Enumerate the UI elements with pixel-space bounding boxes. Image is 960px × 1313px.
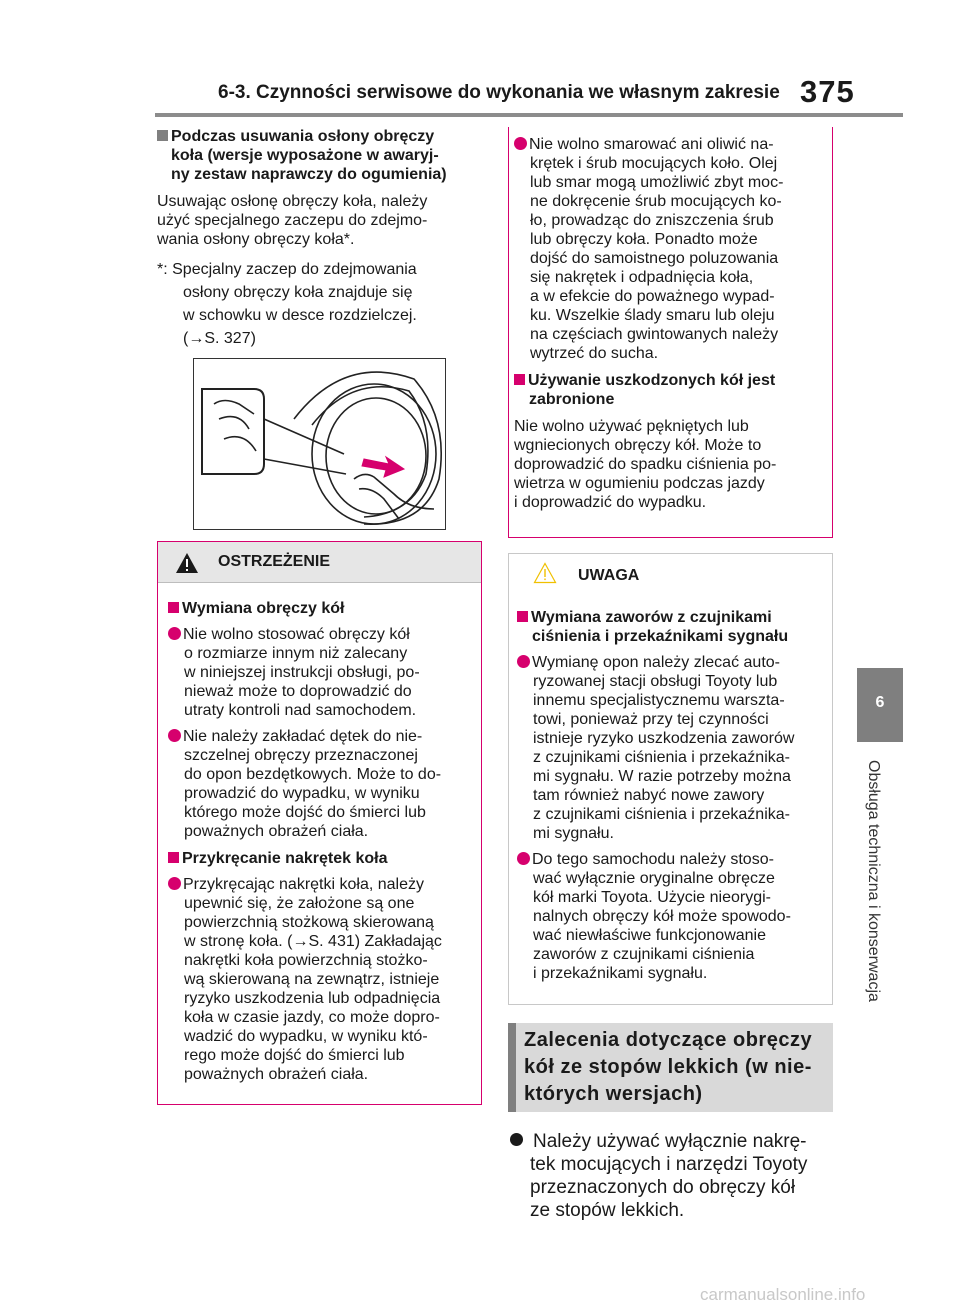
square-bullet-icon xyxy=(514,374,525,385)
warning-bullet: Nie wolno stosować obręczy kół o rozmiarze innym niż zalecany w niniejszej instrukcji obsługi, po- nieważ może to doprowadzić do utraty kontroli nad samochodem. xyxy=(168,625,471,720)
warning-heading: Wymiana obręczy kół xyxy=(168,599,471,618)
wheel-cover-removal-illustration xyxy=(193,358,446,530)
square-bullet-icon xyxy=(168,852,179,863)
warning-paragraph: Nie wolno używać pękniętych lub wgniecionych obręczy kół. Może to doprowadzić do spadku ciśnienia po- wietrza w ogumieniu podczas jazdy i doprowadzić do wypadku. xyxy=(514,418,777,511)
square-bullet-icon xyxy=(168,602,179,613)
square-bullet-icon xyxy=(157,130,168,141)
wheel-illustration-icon xyxy=(194,359,444,528)
warning-bullet: Nie wolno smarować ani oliwić na- krętek i śrub mocujących koło. Olej lub smar mogą umożliwić zbyt moc- ne dokręcenie śrub mocujących ko- ło, prowadząc do zniszczenia śrub lub obręczy koła. Ponadto może dojść do samoistnego poluzowania się nakrętek i odpadnięcia koła, a w efekcie do poważnego wypad- ku. Wszelkie ślady smaru lub oleju na częściach gwintowanych należy wytrzeć do sucha. xyxy=(514,135,822,363)
warning-body xyxy=(158,583,481,1084)
subsection-heading: Podczas usuwania osłony obręczy koła (wersje wyposażone w awaryj- ny zestaw naprawczy do ogumienia) xyxy=(157,127,482,184)
caution-body xyxy=(509,595,832,983)
chapter-tab[interactable] xyxy=(857,668,903,742)
warning-title: OSTRZEŻENIE xyxy=(218,553,331,570)
warning-heading: Używanie uszkodzonych kół jest zabronione xyxy=(514,371,822,409)
header-divider xyxy=(155,113,903,117)
watermark: carmanualsonline.info xyxy=(700,1285,866,1304)
bullet-dot-icon xyxy=(514,137,527,150)
warning-triangle-icon xyxy=(175,552,199,574)
square-bullet-icon xyxy=(517,611,528,622)
caution-box xyxy=(508,553,833,1005)
page-number: 375 xyxy=(800,74,855,109)
warning-box xyxy=(157,541,482,1105)
body-paragraph: Usuwając osłonę obręczy koła, należy użyć specjalnego zaczepu do zdejmo- wania osłony obręczy koła*. xyxy=(157,193,428,248)
bullet-dot-icon xyxy=(510,1133,523,1146)
caution-title: UWAGA xyxy=(578,567,640,584)
bullet-dot-icon xyxy=(517,655,530,668)
footnote: *: Specjalny zaczep do zdejmowania osłony obręczy koła znajduje się w schowku w desce rozdzielczej. (→S. 327) xyxy=(157,261,417,347)
caution-bullet: Wymianę opon należy zlecać auto- ryzowanej stacji obsługi Toyoty lub innemu specjalistycznemu warszta- towi, ponieważ przy tej czynności istnieje ryzyko uszkodzenia zaworów z czujnikami ciśnienia i przekaźnika- mi sygnału. W razie potrzeby można tam również nabyć nowe zawory z czujnikami ciśnienia i przekaźnika- mi sygnału. xyxy=(517,653,822,843)
caution-header xyxy=(509,554,832,595)
section-title: Zalecenia dotyczące obręczy kół ze stopów lekkich (w nie- których wersjach) xyxy=(524,1029,813,1105)
bullet-dot-icon xyxy=(168,729,181,742)
final-bullet-paragraph: Należy używać wyłącznie nakrę- tek mocujących i narzędzi Toyoty przeznaczonych do obręczy kół ze stopów lekkich. xyxy=(508,1130,833,1222)
page-header xyxy=(0,0,960,120)
warning-bullet: Nie należy zakładać dętek do nie- szczelnej obręczy przeznaczonej do opon bezdętkowych. Może to do- prowadzić do wypadku, w wyniku którego może dojść do śmierci lub poważnych obrażeń ciała. xyxy=(168,727,471,841)
caution-heading: Wymiana zaworów z czujnikami ciśnienia i przekaźnikami sygnału xyxy=(517,608,822,646)
page-reference-link[interactable]: (→S. 327) xyxy=(183,330,256,347)
chapter-number: 6 xyxy=(875,694,885,711)
bullet-dot-icon xyxy=(168,877,181,890)
section-heading-box xyxy=(508,1023,833,1112)
left-column xyxy=(157,127,482,350)
header-title: 6-3. Czynności serwisowe do wykonania we własnym zakresie xyxy=(218,82,780,103)
warning-heading: Przykręcanie nakrętek koła xyxy=(168,849,471,868)
bullet-dot-icon xyxy=(517,852,530,865)
chapter-label xyxy=(865,760,890,1040)
warning-header xyxy=(158,542,481,583)
warning-bullet: Przykręcając nakrętki koła, należy upewnić się, że założone są one powierzchnią stożkową skierowaną w stronę koła. (→S. 431) Zakładając nakrętki koła powierzchnią stożko- wą skierowaną na zewnątrz, istnieje ryzyko uszkodzenia lub odpadnięcia koła w czasie jazdy, co może dopro- wadzić do wypadku, w wyniku któ- rego może dojść do śmierci lub poważnych obrażeń ciała. xyxy=(168,875,471,1084)
chapter-label-text: Obsługa techniczna i konserwacja xyxy=(865,760,882,1002)
warning-continuation-box xyxy=(508,127,833,538)
bullet-dot-icon xyxy=(168,627,181,640)
caution-triangle-icon xyxy=(533,562,557,584)
caution-bullet: Do tego samochodu należy stoso- wać wyłącznie oryginalne obręcze kół marki Toyota. Użycie nieorygi- nalnych obręczy kół może spowodo- wać niewłaściwe funkcjonowanie zaworów z czujnikami ciśnienia i przekaźnikami sygnału. xyxy=(517,850,822,983)
